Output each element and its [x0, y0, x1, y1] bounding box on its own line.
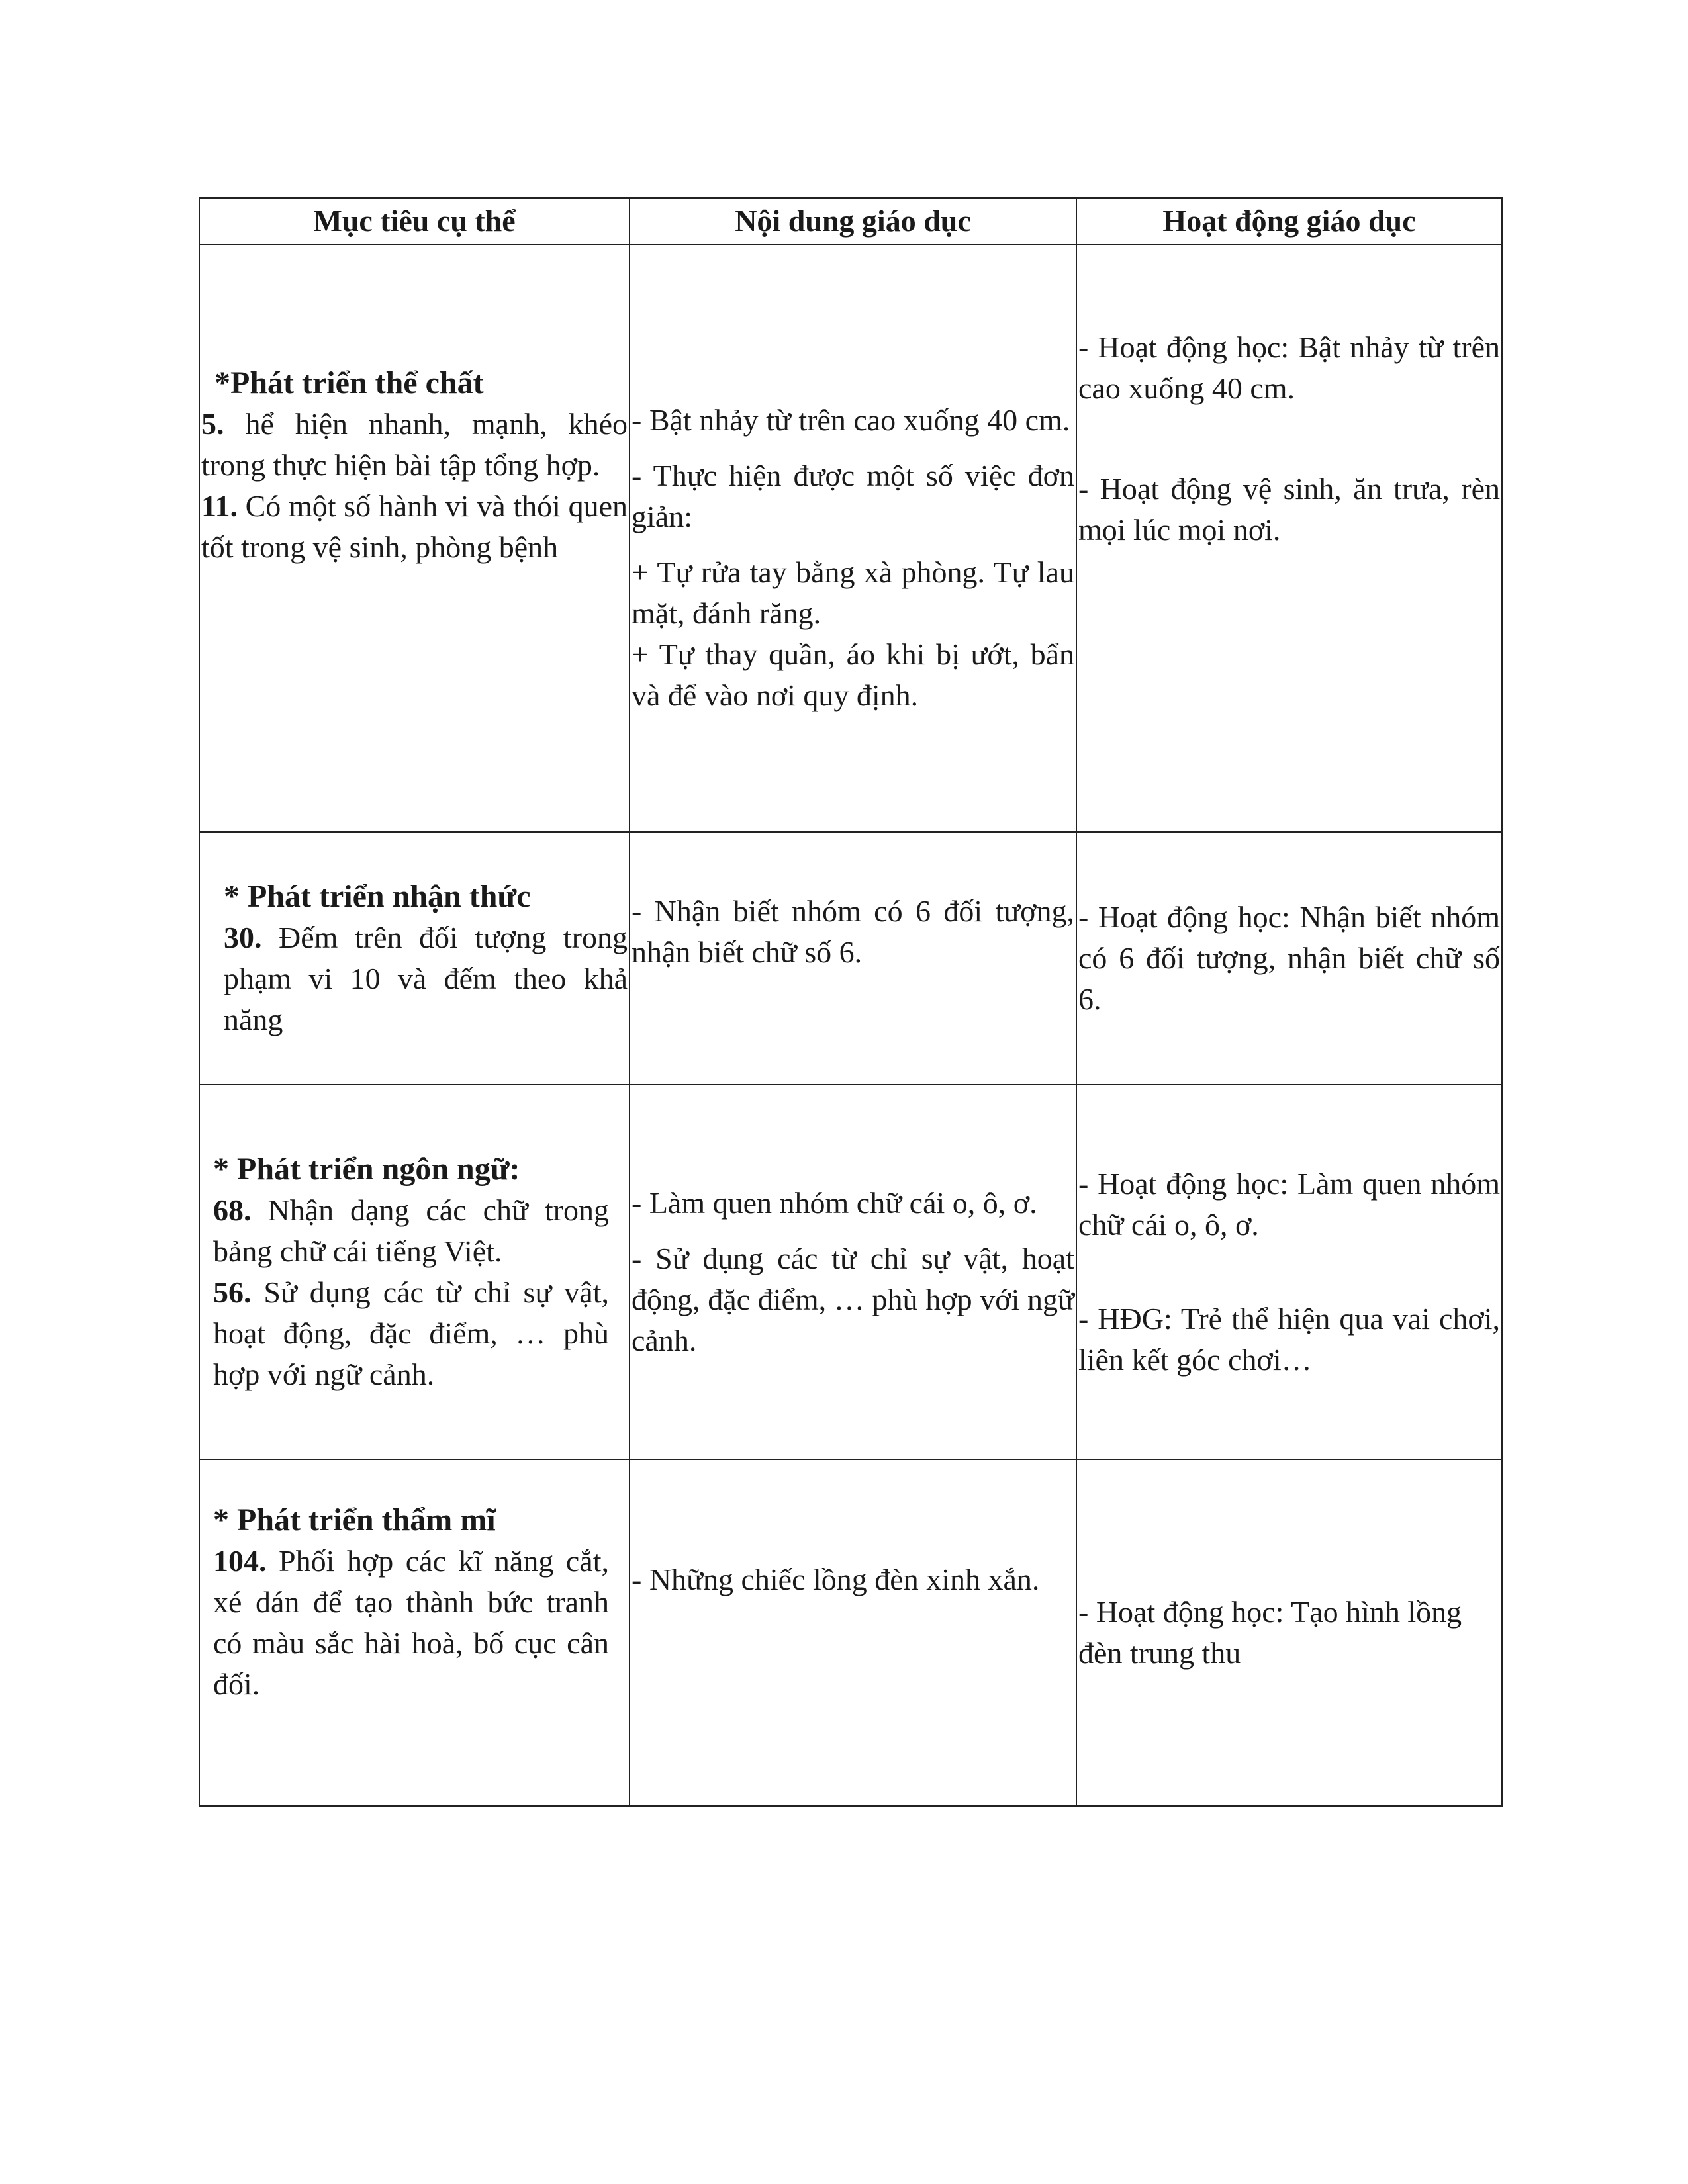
table-header-row — [199, 198, 1502, 244]
table-row — [199, 1459, 1502, 1806]
goal-cell — [199, 1459, 630, 1806]
content-item: - Những chiếc lồng đèn xinh xắn. — [632, 1563, 1040, 1596]
content-cell — [630, 832, 1076, 1085]
activity-item: - HĐG: Trẻ thể hiện qua vai chơi, liên kết góc chơi… — [1078, 1302, 1500, 1377]
activity-item: - Hoạt động học: Tạo hình lồng đèn trung thu — [1078, 1595, 1462, 1670]
goal-cell — [199, 244, 630, 832]
content-item: - Sử dụng các từ chỉ sự vật, hoạt động, đặc điểm, … phù hợp với ngữ cảnh. — [632, 1242, 1074, 1357]
goal-item: 56. Sử dụng các từ chỉ sự vật, hoạt động, đặc điểm, … phù hợp với ngữ cảnh. — [213, 1275, 609, 1391]
header-activities: Hoạt động giáo dục — [1076, 198, 1502, 244]
goal-heading: *Phát triển thể chất — [214, 365, 484, 400]
activity-item: - Hoạt động học: Nhận biết nhóm có 6 đối tượng, nhận biết chữ số 6. — [1078, 900, 1500, 1016]
goal-item: 11. Có một số hành vi và thói quen tốt trong vệ sinh, phòng bệnh — [201, 489, 628, 564]
goal-item: 30. Đếm trên đối tượng trong phạm vi 10 và đếm theo khả năng — [224, 921, 628, 1036]
content-item: + Tự rửa tay bằng xà phòng. Tự lau mặt, đánh răng. — [632, 555, 1074, 630]
goal-heading: * Phát triển thẩm mĩ — [213, 1502, 496, 1537]
table-row — [199, 1085, 1502, 1459]
content-item: - Bật nhảy từ trên cao xuống 40 cm. — [632, 403, 1070, 437]
activity-item: - Hoạt động vệ sinh, ăn trưa, rèn mọi lúc mọi nơi. — [1078, 472, 1500, 547]
goal-heading: * Phát triển nhận thức — [224, 879, 531, 914]
goal-cell — [199, 1085, 630, 1459]
activity-cell — [1076, 244, 1502, 832]
activity-item: - Hoạt động học: Bật nhảy từ trên cao xuống 40 cm. — [1078, 330, 1500, 405]
activity-cell — [1076, 1459, 1502, 1806]
table-row — [199, 244, 1502, 832]
header-goals: Mục tiêu cụ thể — [199, 198, 630, 244]
activity-cell — [1076, 1085, 1502, 1459]
goal-item: 5. hể hiện nhanh, mạnh, khéo trong thực hiện bài tập tổng hợp. — [201, 407, 628, 482]
activity-cell — [1076, 832, 1502, 1085]
goal-item: 68. Nhận dạng các chữ trong bảng chữ cái tiếng Việt. — [213, 1193, 609, 1268]
content-item: + Tự thay quần, áo khi bị ướt, bẩn và để vào nơi quy định. — [632, 637, 1074, 712]
content-item: - Làm quen nhóm chữ cái o, ô, ơ. — [632, 1186, 1037, 1220]
header-content: Nội dung giáo dục — [630, 198, 1076, 244]
goal-cell — [199, 832, 630, 1085]
content-item: - Thực hiện được một số việc đơn giản: — [632, 459, 1074, 533]
table-row — [199, 832, 1502, 1085]
activity-item: - Hoạt động học: Làm quen nhóm chữ cái o, ô, ơ. — [1078, 1167, 1500, 1242]
education-plan-table — [199, 197, 1503, 1807]
content-item: - Nhận biết nhóm có 6 đối tượng, nhận biết chữ số 6. — [632, 894, 1074, 969]
content-cell — [630, 1085, 1076, 1459]
goal-item: 104. Phối hợp các kĩ năng cắt, xé dán để tạo thành bức tranh có màu sắc hài hoà, bố cục cân đối. — [213, 1544, 609, 1701]
content-cell — [630, 1459, 1076, 1806]
content-cell — [630, 244, 1076, 832]
goal-heading: * Phát triển ngôn ngữ: — [213, 1152, 520, 1187]
